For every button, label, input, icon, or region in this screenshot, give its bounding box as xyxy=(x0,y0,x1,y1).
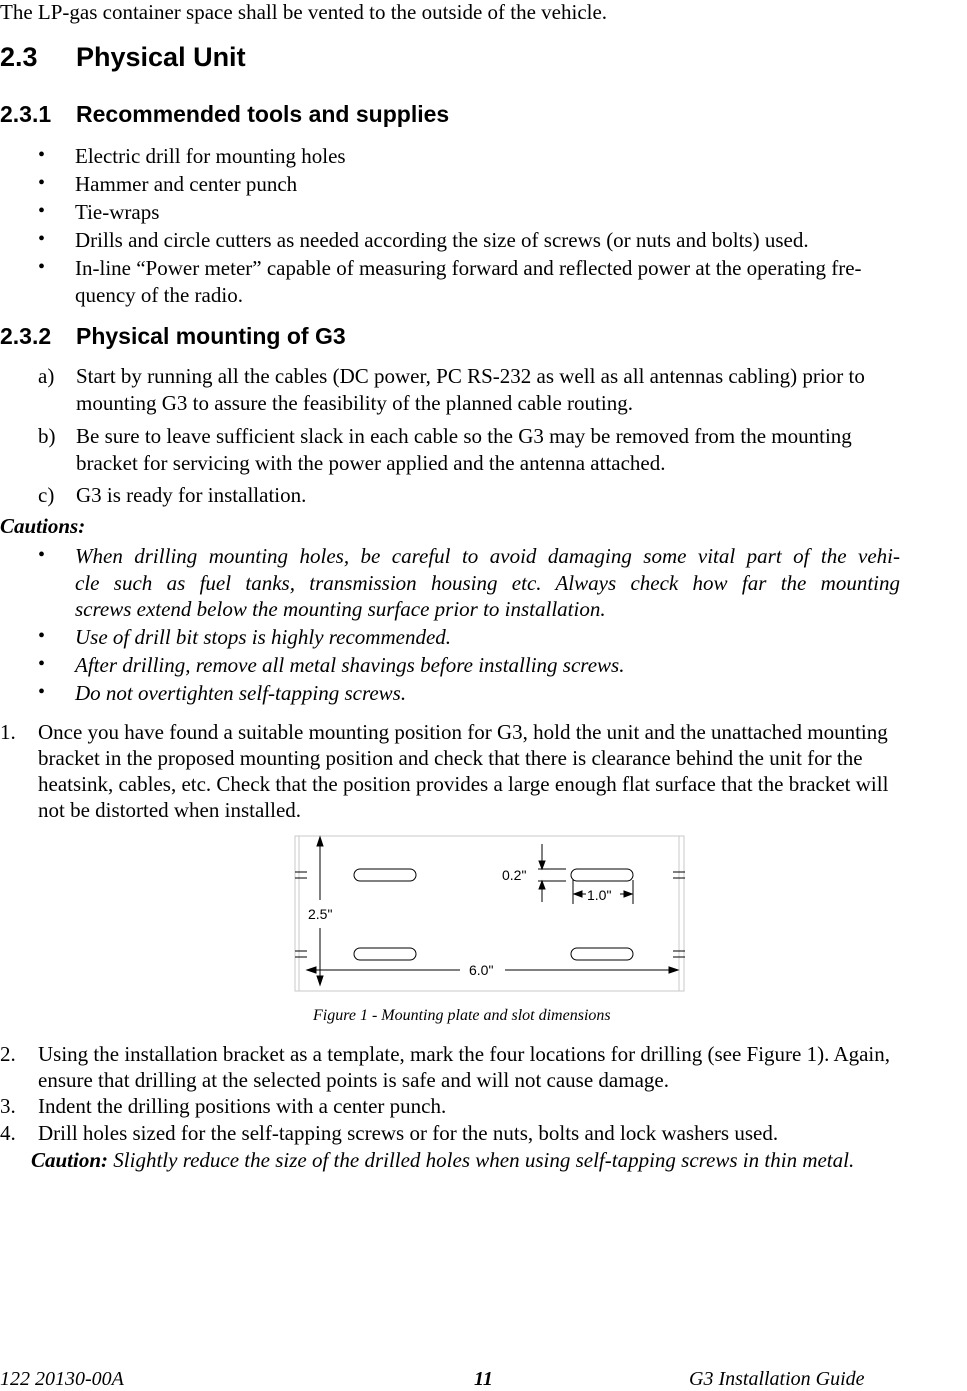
caution-item-continuation: screws extend below the mounting surface prior to installation. xyxy=(75,597,606,621)
step-letter: a) xyxy=(38,364,55,388)
bullet-icon: • xyxy=(38,228,46,250)
slot-bottom-left xyxy=(354,948,416,960)
section-2-3-title: Physical Unit xyxy=(76,42,246,72)
final-caution-text: Slightly reduce the size of the drilled holes when using self-tapping screws in thin metal. xyxy=(108,1148,855,1172)
bullet-icon: • xyxy=(38,653,46,675)
caution-item: When drilling mounting holes, be careful to avoid damaging some vital part of the vehi- xyxy=(75,544,900,568)
section-2-3-2-title: Physical mounting of G3 xyxy=(76,323,346,349)
caution-item: Use of drill bit stops is highly recommended. xyxy=(75,625,452,649)
step-text: bracket for servicing with the power applied and the antenna attached. xyxy=(76,451,666,475)
step-letter: c) xyxy=(38,483,55,507)
step-text: Using the installation bracket as a template, mark the four locations for drilling (see Figure 1). Again, xyxy=(38,1042,891,1066)
step-number: 3. xyxy=(0,1094,16,1118)
footer-page-number: 11 xyxy=(474,1368,493,1390)
final-caution-label: Caution: xyxy=(31,1148,109,1172)
step-letter: b) xyxy=(38,424,56,448)
list-item: Electric drill for mounting holes xyxy=(75,144,346,168)
caution-item: After drilling, remove all metal shavings before installing screws. xyxy=(75,653,625,677)
edge-ticks xyxy=(295,872,685,957)
slot-bottom-right xyxy=(571,948,633,960)
list-item: Hammer and center punch xyxy=(75,172,298,196)
step-number: 1. xyxy=(0,720,16,744)
bullet-icon: • xyxy=(38,544,46,566)
list-item: Tie-wraps xyxy=(75,200,160,224)
step-text: G3 is ready for installation. xyxy=(76,483,307,507)
intro-text: The LP-gas container space shall be vented to the outside of the vehicle. xyxy=(0,0,608,24)
bullet-icon: • xyxy=(38,256,46,278)
slot-top-left xyxy=(354,869,416,881)
step-text: ensure that drilling at the selected points is safe and will not cause damage. xyxy=(38,1068,669,1092)
slot-top-right xyxy=(571,869,633,881)
bullet-icon: • xyxy=(38,681,46,703)
slot-length-label: 1.0" xyxy=(587,887,612,903)
step-text: bracket in the proposed mounting position and check that there is clearance behind the unit for the xyxy=(38,746,863,770)
slot-offset-dimension xyxy=(538,844,566,902)
step-text: not be distorted when installed. xyxy=(38,798,302,822)
footer-doc-number: 122 20130-00A xyxy=(0,1368,124,1390)
figure-caption: Figure 1 - Mounting plate and slot dimensions xyxy=(313,1007,611,1024)
caution-item: Do not overtighten self-tapping screws. xyxy=(75,681,407,705)
step-number: 2. xyxy=(0,1042,16,1066)
height-dimension-label: 2.5" xyxy=(308,906,333,922)
list-item-continuation: quency of the radio. xyxy=(75,283,243,307)
slot-offset-label: 0.2" xyxy=(502,867,527,883)
bullet-icon: • xyxy=(38,144,46,166)
footer-doc-title: G3 Installation Guide xyxy=(689,1368,865,1390)
step-text: Start by running all the cables (DC power, PC RS-232 as well as all antennas cabling) prior to xyxy=(76,364,865,388)
bullet-icon: • xyxy=(38,172,46,194)
bullet-icon: • xyxy=(38,625,46,647)
mounting-plate-figure xyxy=(290,832,690,997)
step-text: Indent the drilling positions with a center punch. xyxy=(38,1094,447,1118)
step-number: 4. xyxy=(0,1121,16,1145)
step-text: Drill holes sized for the self-tapping screws or for the nuts, bolts and lock washers used. xyxy=(38,1121,779,1145)
caution-item-continuation: cle such as fuel tanks, transmission housing etc. Always check how far the mounting xyxy=(75,571,900,595)
final-caution xyxy=(31,1148,854,1173)
cautions-heading: Cautions: xyxy=(0,514,86,538)
step-text: Once you have found a suitable mounting position for G3, hold the unit and the unattached mounting xyxy=(38,720,888,744)
list-item: In-line “Power meter” capable of measuring forward and reflected power at the operating fre- xyxy=(75,256,862,280)
section-2-3-number: 2.3 xyxy=(0,42,38,72)
section-2-3-1-title: Recommended tools and supplies xyxy=(76,101,450,127)
section-2-3-1-number: 2.3.1 xyxy=(0,101,52,127)
step-text: mounting G3 to assure the feasibility of the planned cable routing. xyxy=(76,391,633,415)
list-item: Drills and circle cutters as needed according the size of screws (or nuts and bolts) used. xyxy=(75,228,809,252)
width-dimension-label: 6.0" xyxy=(469,962,494,978)
section-2-3-2-number: 2.3.2 xyxy=(0,323,52,349)
step-text: Be sure to leave sufficient slack in each cable so the G3 may be removed from the mounting xyxy=(76,424,852,448)
step-text: heatsink, cables, etc. Check that the position provides a large enough flat surface that the bracket will xyxy=(38,772,889,796)
bullet-icon: • xyxy=(38,200,46,222)
